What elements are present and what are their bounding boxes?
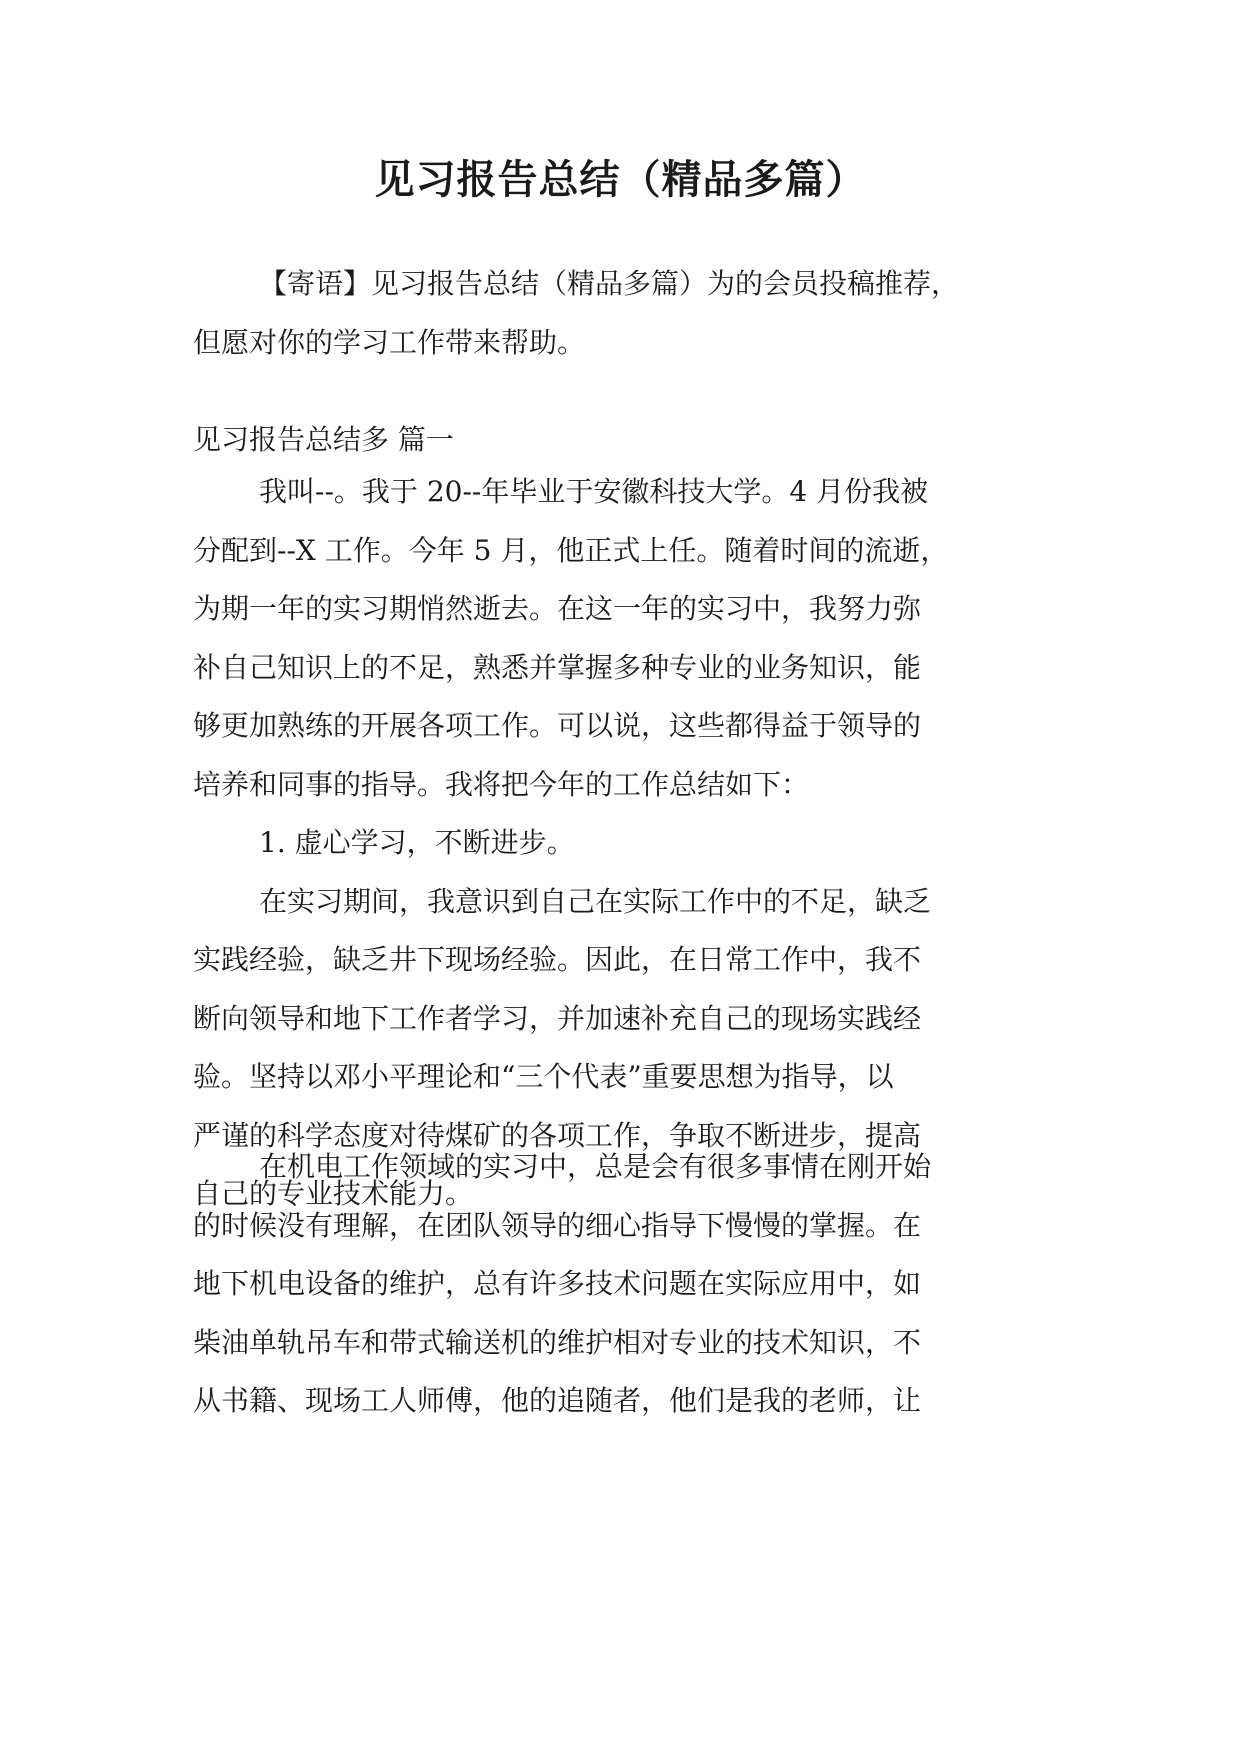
intro-block	[193, 255, 1053, 372]
paragraph-line: 自己的专业技术能力。	[193, 1177, 474, 1210]
paragraph-line: 的时候没有理解，在团队领导的细心指导下慢慢的掌握。在	[193, 1208, 922, 1242]
paragraph-line: 分配到--X 工作。今年 5 月，他正式上任。随着时间的流逝，	[193, 533, 949, 567]
document-title: 见习报告总结（精品多篇）	[374, 156, 867, 203]
intro-line: 但愿对你的学习工作带来帮助。	[193, 325, 586, 359]
section-heading-text: 见习报告总结多 篇一	[193, 423, 454, 456]
paragraph-line: 补自己知识上的不足，熟悉并掌握多种专业的业务知识，能	[193, 650, 922, 684]
paragraph-line: 在机电工作领域的实习中，总是会有很多事情在刚开始	[259, 1150, 932, 1183]
paragraph-line: 地下机电设备的维护，总有许多技术问题在实际应用中，如	[193, 1267, 922, 1300]
paragraph-line: 在实习期间，我意识到自己在实际工作中的不足，缺乏	[259, 884, 932, 918]
paragraph-line: 够更加熟练的开展各项工作。可以说，这些都得益于领导的	[193, 709, 922, 742]
section-body	[193, 463, 1053, 1224]
paragraph-line: 严谨的科学态度对待煤矿的各项工作，争取不断进步，提高	[193, 1118, 922, 1152]
section-heading	[193, 411, 1053, 470]
paragraph-line: 为期一年的实习期悄然逝去。在这一年的实习中，我努力弥	[193, 592, 922, 625]
numbered-item: 1. 虚心学习，不断进步。	[259, 826, 575, 859]
paragraph-line: 培养和同事的指导。我将把今年的工作总结如下：	[193, 767, 810, 801]
paragraph-line: 验。坚持以邓小平理论和“三个代表”重要思想为指导，以	[193, 1060, 894, 1093]
paragraph-line: 断向领导和地下工作者学习，并加速补充自己的现场实践经	[193, 1001, 922, 1035]
intro-line: 【寄语】见习报告总结（精品多篇）为的会员投稿推荐，	[259, 267, 960, 300]
section-body-continued	[193, 1138, 1053, 1431]
paragraph-line: 我叫--。我于 20--年毕业于安徽科技大学。4 月份我被	[259, 475, 929, 508]
paragraph-line: 从书籍、现场工人师傅，他的追随者，他们是我的老师，让	[193, 1384, 922, 1417]
paragraph-line: 实践经验，缺乏井下现场经验。因此，在日常工作中，我不	[193, 943, 922, 976]
paragraph-line: 柴油单轨吊车和带式输送机的维护相对专业的技术知识，不	[193, 1325, 922, 1359]
